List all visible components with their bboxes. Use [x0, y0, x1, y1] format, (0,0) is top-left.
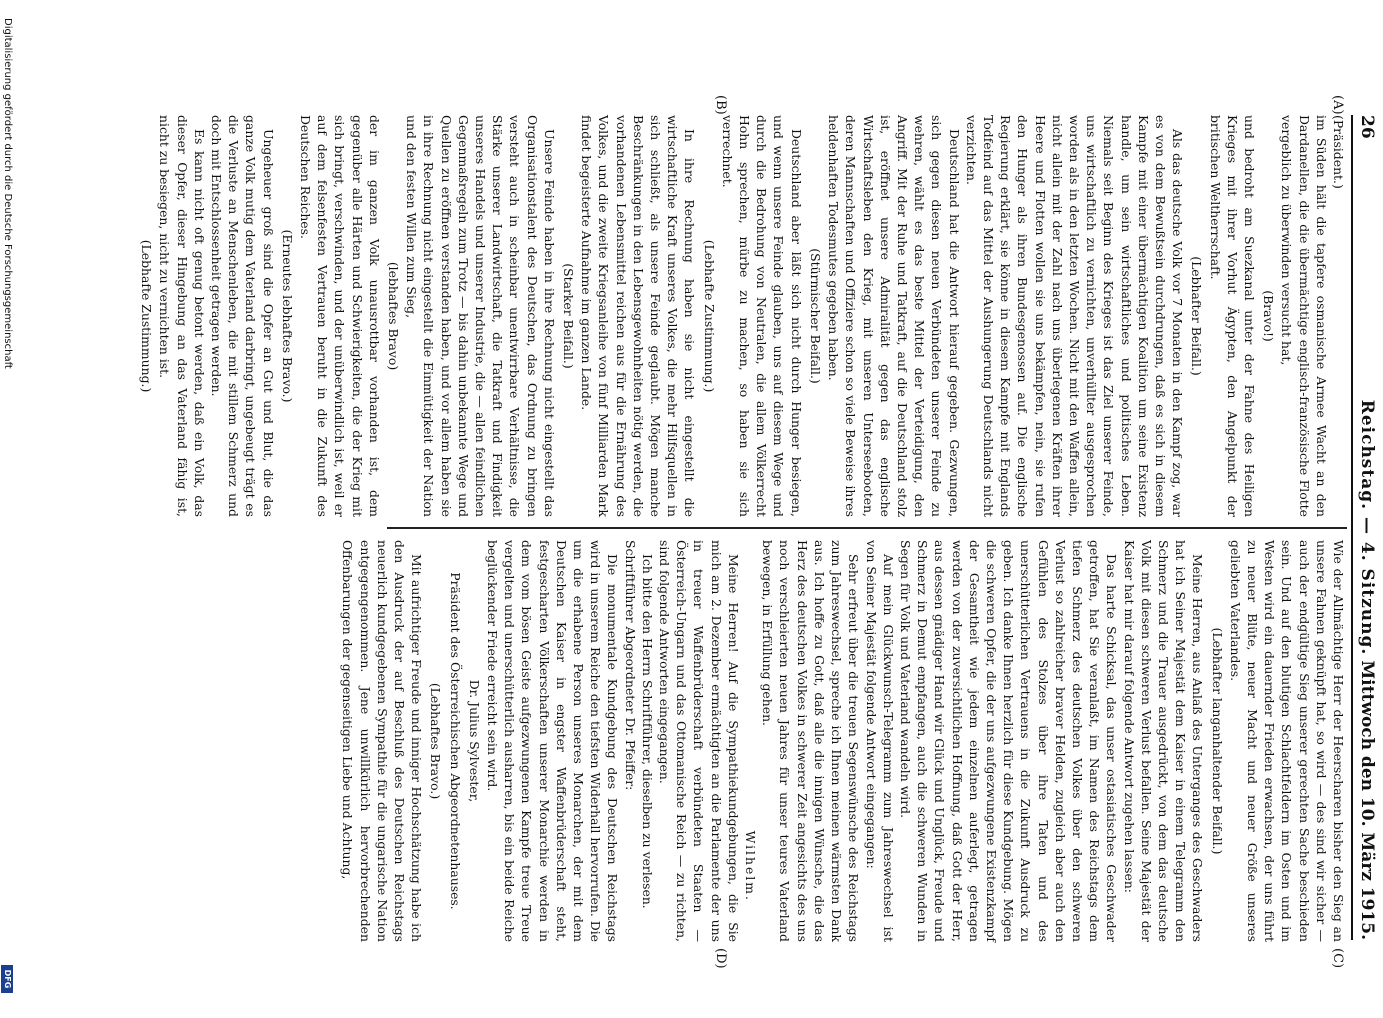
dfg-logo	[1, 965, 13, 993]
paragraph: Meine Herren! Auf die Sympathiekundgebungen, die Sie mich am 2. Dezember ermächtigten an die Parlamente der uns in treuer Waffenbrüderschaft verbündeten Staaten — Österreich-Ungarn und das Ottomanische Reich — zu richten, sind folgende Antworten eingegangen.	[657, 540, 741, 942]
paragraph: (Stürmischer Beifall.)	[807, 248, 823, 384]
paragraph: Dr. Julius Sylvester,	[466, 679, 482, 803]
column-divider	[387, 527, 1347, 529]
paragraph: (Lebhafte Zustimmung.)	[139, 239, 155, 393]
page-number: 26	[1357, 115, 1377, 139]
header-date: Mittwoch den 10. März 1915.	[1357, 660, 1377, 940]
margin-marker-c: (C)	[1330, 948, 1345, 969]
margin-marker-b: (B)	[713, 95, 728, 115]
paragraph: Unsere Feinde haben in ihre Rechnung nicht eingestellt das Organisationstalent des Deutschen, das Ordnung zu bringen versteht auch in scheinbar unentwirrbare Verhältnisse, die Stärke unserer Landwirtschaft, die Tatkraft und Findigkeit unseres Handels und unserer Industrie, die — allen feindlichen Gegenmaßregeln zum Trotz — bis dahin unbekannte Wege und Quellen zu eröffnen verstanden haben, und vor allem haben sie in ihre Rechnung nicht eingestellt die Einmütigkeit der Nation und den festen Willen zum Sieg,	[404, 115, 557, 517]
paragraph: im Süden hält die tapfere osmanische Armee Wacht an den Dardanellen, die die übermächtige englisch-französische Flotte vergeblich zu überwinden versucht hat,	[1279, 115, 1329, 517]
dfg-logo-text: DFG	[3, 969, 12, 989]
paragraph: Meine Herren, aus Anlaß des Unterganges des Geschwaders hat ich Seiner Majestät dem Kaiser in einem Telegramm den Schmerz und die Trauer ausgedrückt, von dem das deutsche Volk mit diesen schweren Verlust befallen. Seine Majestät der Kaiser hat mir darauf folgende Antwort zugehen lassen:	[1121, 540, 1206, 942]
paragraph: Ungeheuer groß sind die Opfer an Gut und Blut, die das ganze Volk mutig dem Vaterland darbringt, ungebeugt trägt es die Verluste an Menschenleben, die mit stillem Schmerz und doch mit Entschlossenheit getragen werden.	[209, 115, 276, 517]
margin-marker-d: (D)	[713, 948, 728, 969]
paragraph: (Erneutes lebhaftes Bravo.)	[279, 229, 295, 403]
paragraph: Deutschland hat die Antwort hierauf gegeben. Gezwungen, sich gegen diesen neuen Verbündeten unserer Feinde zu wehren, wählt es das beste Mittel der Verteidigung, den Angriff. Mit der Ruhe und Tatkraft, auf die Deutschland stolz ist, eröffnet unsere Admiralität gegen das englische Wirtschaftsleben den Krieg, mit unseren Unterseebooten, deren Mannschaften und Offiziere schon so viele Beweise ihres heldenhaften Todesmutes gegeben haben.	[826, 115, 962, 517]
paragraph: Wie der Allmächtige Herr der Heerscharen bisher den Sieg an unsere Fahnen geknüpft hat, so wird — des sind wir sicher — auch der endgültige Sieg unserer gerechten Sache beschieden sein. Und auf den blutigen Schlachtfeldern im Osten und im Westen wird ein dauernder Frieden erwachsen, der uns führt zu neuer Blüte, neuer Macht und neuer Größe unseres geliebten Vaterlandes.	[1227, 540, 1346, 942]
funding-credit: Digitalisierung gefördert durch die Deutsche Forschungsgemeinschaft	[2, 18, 13, 369]
paragraph: (Lebhafter langanhaltender Beifall.)	[1209, 627, 1225, 855]
paragraph: und bedroht am Suezkanal unter der Fahne des Heiligen Krieges mit ihrer Vorhut Ägypten, den Angelpunkt der britischen Weltherrschaft.	[1207, 115, 1257, 517]
credit-strip	[0, 0, 14, 1000]
paragraph: Wilhelm.	[743, 830, 759, 902]
paragraph: Präsident des Österreichischen Abgeordnetenhauses.	[447, 572, 463, 910]
header-title: Reichstag. — 4. Sitzung.	[1357, 399, 1377, 656]
header-rule	[1351, 115, 1353, 940]
paragraph: Es kann nicht oft genug betont werden, daß ein Volk, das dieser Opfer, dieser Hingebung an das Vaterland fähig ist, nicht zu besiegen, nicht zu vernichten ist.	[157, 115, 207, 517]
right-column	[339, 540, 1347, 942]
margin-marker-a: (A)	[1330, 95, 1345, 115]
left-column	[136, 115, 1347, 517]
paragraph: Ich bitte den Herrn Schriftführer, dieselben zu verlesen.	[639, 554, 655, 909]
paragraph: Das harte Schicksal, das unser ostasiatisches Geschwader getroffen, hat Sie veranlaßt, im Namen des Reichstags dem tiefen Schmerz des deutschen Volkes über den schweren Verlust so zahlreicher braver Helden, zugleich aber auch den Gefühlen des Stolzes über ihre Taten und des unerschütterlichen Vertrauens in die Zukunft Ausdruck zu geben. Ich danke Ihnen herzlich für diese Kundgebung. Mögen die schweren Opfer, die der uns aufgezwungene Existenzkampf der Gesamtheit wie jedem einzelnen auferlegt, getragen werden von der zuversichtlichen Hoffnung, daß Gott der Herr, aus dessen gnädiger Hand wir Glück und Unglück, Freude und Schmerz in Demut empfangen, auch die schweren Wunden in Segen für Volk und Vaterland wandeln wird.	[897, 540, 1120, 942]
paragraph: Auf mein Glückwunsch-Telegramm zum Jahreswechsel ist von Seiner Majestät folgende Antwort eingegangen:	[863, 540, 896, 942]
paragraph: Sehr erfreut über die treuen Segenswünsche des Reichstags zum Jahreswechsel, spreche ich Ihnen meinen wärmsten Dank aus. Ich hoffe zu Gott, daß alle die innigen Wünsche, die das Herz des deutschen Volkes in schwerer Zeit angesichts des uns noch verschleierten neuen Jahres für unser teures Vaterland bewegen, in Erfüllung gehen.	[760, 540, 862, 942]
paragraph: Die monumentale Kundgebung des Deutschen Reichstags wird in unserem Reiche den tiefsten Widerhall hervorrufen. Die um die erhabene Person unseres Monarchen, der mit dem Deutschen Kaiser in engster Waffenbrüderschaft steht, festgescharten Völkerschaften unserer Monarchie werden in dem vom bösen Geiste aufgezwungenen Kampfe treue Treue vergelten und unerschütterlich ausharren, bis ein beide Reiche beglückender Friede erreicht sein wird.	[485, 540, 621, 942]
paragraph: Schriftführer Abgeordneter Dr. Pfeiffer:	[622, 540, 638, 791]
paragraph: (Präsident.)	[1331, 115, 1346, 189]
paragraph: der im ganzen Volk unausrottbar vorhanden ist, dem gegenüber alle Härten und Schwierigkeiten, die der Krieg mit sich bringt, verschwinden, und der unüberwindlich ist, weil er auf dem felsenfesten Vertrauen beruht in die Zukunft des Deutschen Reiches.	[298, 115, 382, 517]
paragraph: In ihre Rechnung haben sie nicht eingestellt die wirtschaftliche Kraft unseres Volkes, die mehr Hilfsquellen in sich schließt, als unsere Feinde geglaubt. Mögen manche Beschränkungen in den Lebensgewohnheiten nötig werden, die vorhandenen Lebensmittel reichen aus für die Ernährung des Volkes, und die zweite Kriegsanleihe von fünf Milliarden Mark findet begeisterte Aufnahme im ganzen Lande.	[579, 115, 698, 517]
paragraph: (Lebhafter Beifall.)	[1189, 256, 1205, 376]
paragraph: Als das deutsche Volk vor 7 Monaten in den Kampf zog, war es von dem Bewußtsein durchdrungen, daß es sich in diesem Kampfe mit einer übermächtigen Koalition um seine Existenz handle, um sein wirtschaftliches und politisches Leben. Niemals seit Beginn des Krieges ist das Ziel unserer Feinde, uns wirtschaftlich zu vernichten, unverhüllter ausgesprochen worden als in den letzten Wochen. Nicht mit den Waffen allein, nicht allein mit der Zahl nach uns überlegenen Kräften ihrer Heere und Flotten wollen sie uns bekämpfen, nein, sie rufen den Hunger als ihren Bundesgenossen auf. Die englische Regierung erklärt, sie könne in diesem Kampfe mit Englands Todfeind auf das Mittel der Aushungerung Deutschlands nicht verzichten.	[963, 115, 1186, 517]
paragraph: Mit aufrichtiger Freude und inniger Hochschätzung habe ich den Ausdruck der auf Beschluß des Deutschen Reichstags neuerlich kundgegebenen Sympathie für die ungarische Nation entgegengenommen. Jene unwillkürlich hervorbrechenden Offenbarungen der gegenseitigen Liebe und Achtung,	[340, 540, 425, 942]
paragraph: (lebhaftes Bravo)	[386, 261, 402, 371]
paragraph: (Bravo!)	[1261, 290, 1277, 342]
page-header	[1351, 115, 1381, 940]
paragraph: Deutschland aber läßt sich nicht durch Hunger besiegen, und wenn unsere Feinde glauben, uns auf diesem Wege und durch die Bedrohung von Neutralen, die allem Völkerrecht Hohn sprechen, mürbe zu machen, so haben sie sich verrechnet.	[719, 115, 804, 517]
paragraph: (Lebhafte Zustimmung.)	[701, 239, 717, 393]
paragraph: (Starker Beifall.)	[561, 263, 577, 369]
paragraph: (Lebhaftes Bravo.)	[428, 682, 444, 800]
